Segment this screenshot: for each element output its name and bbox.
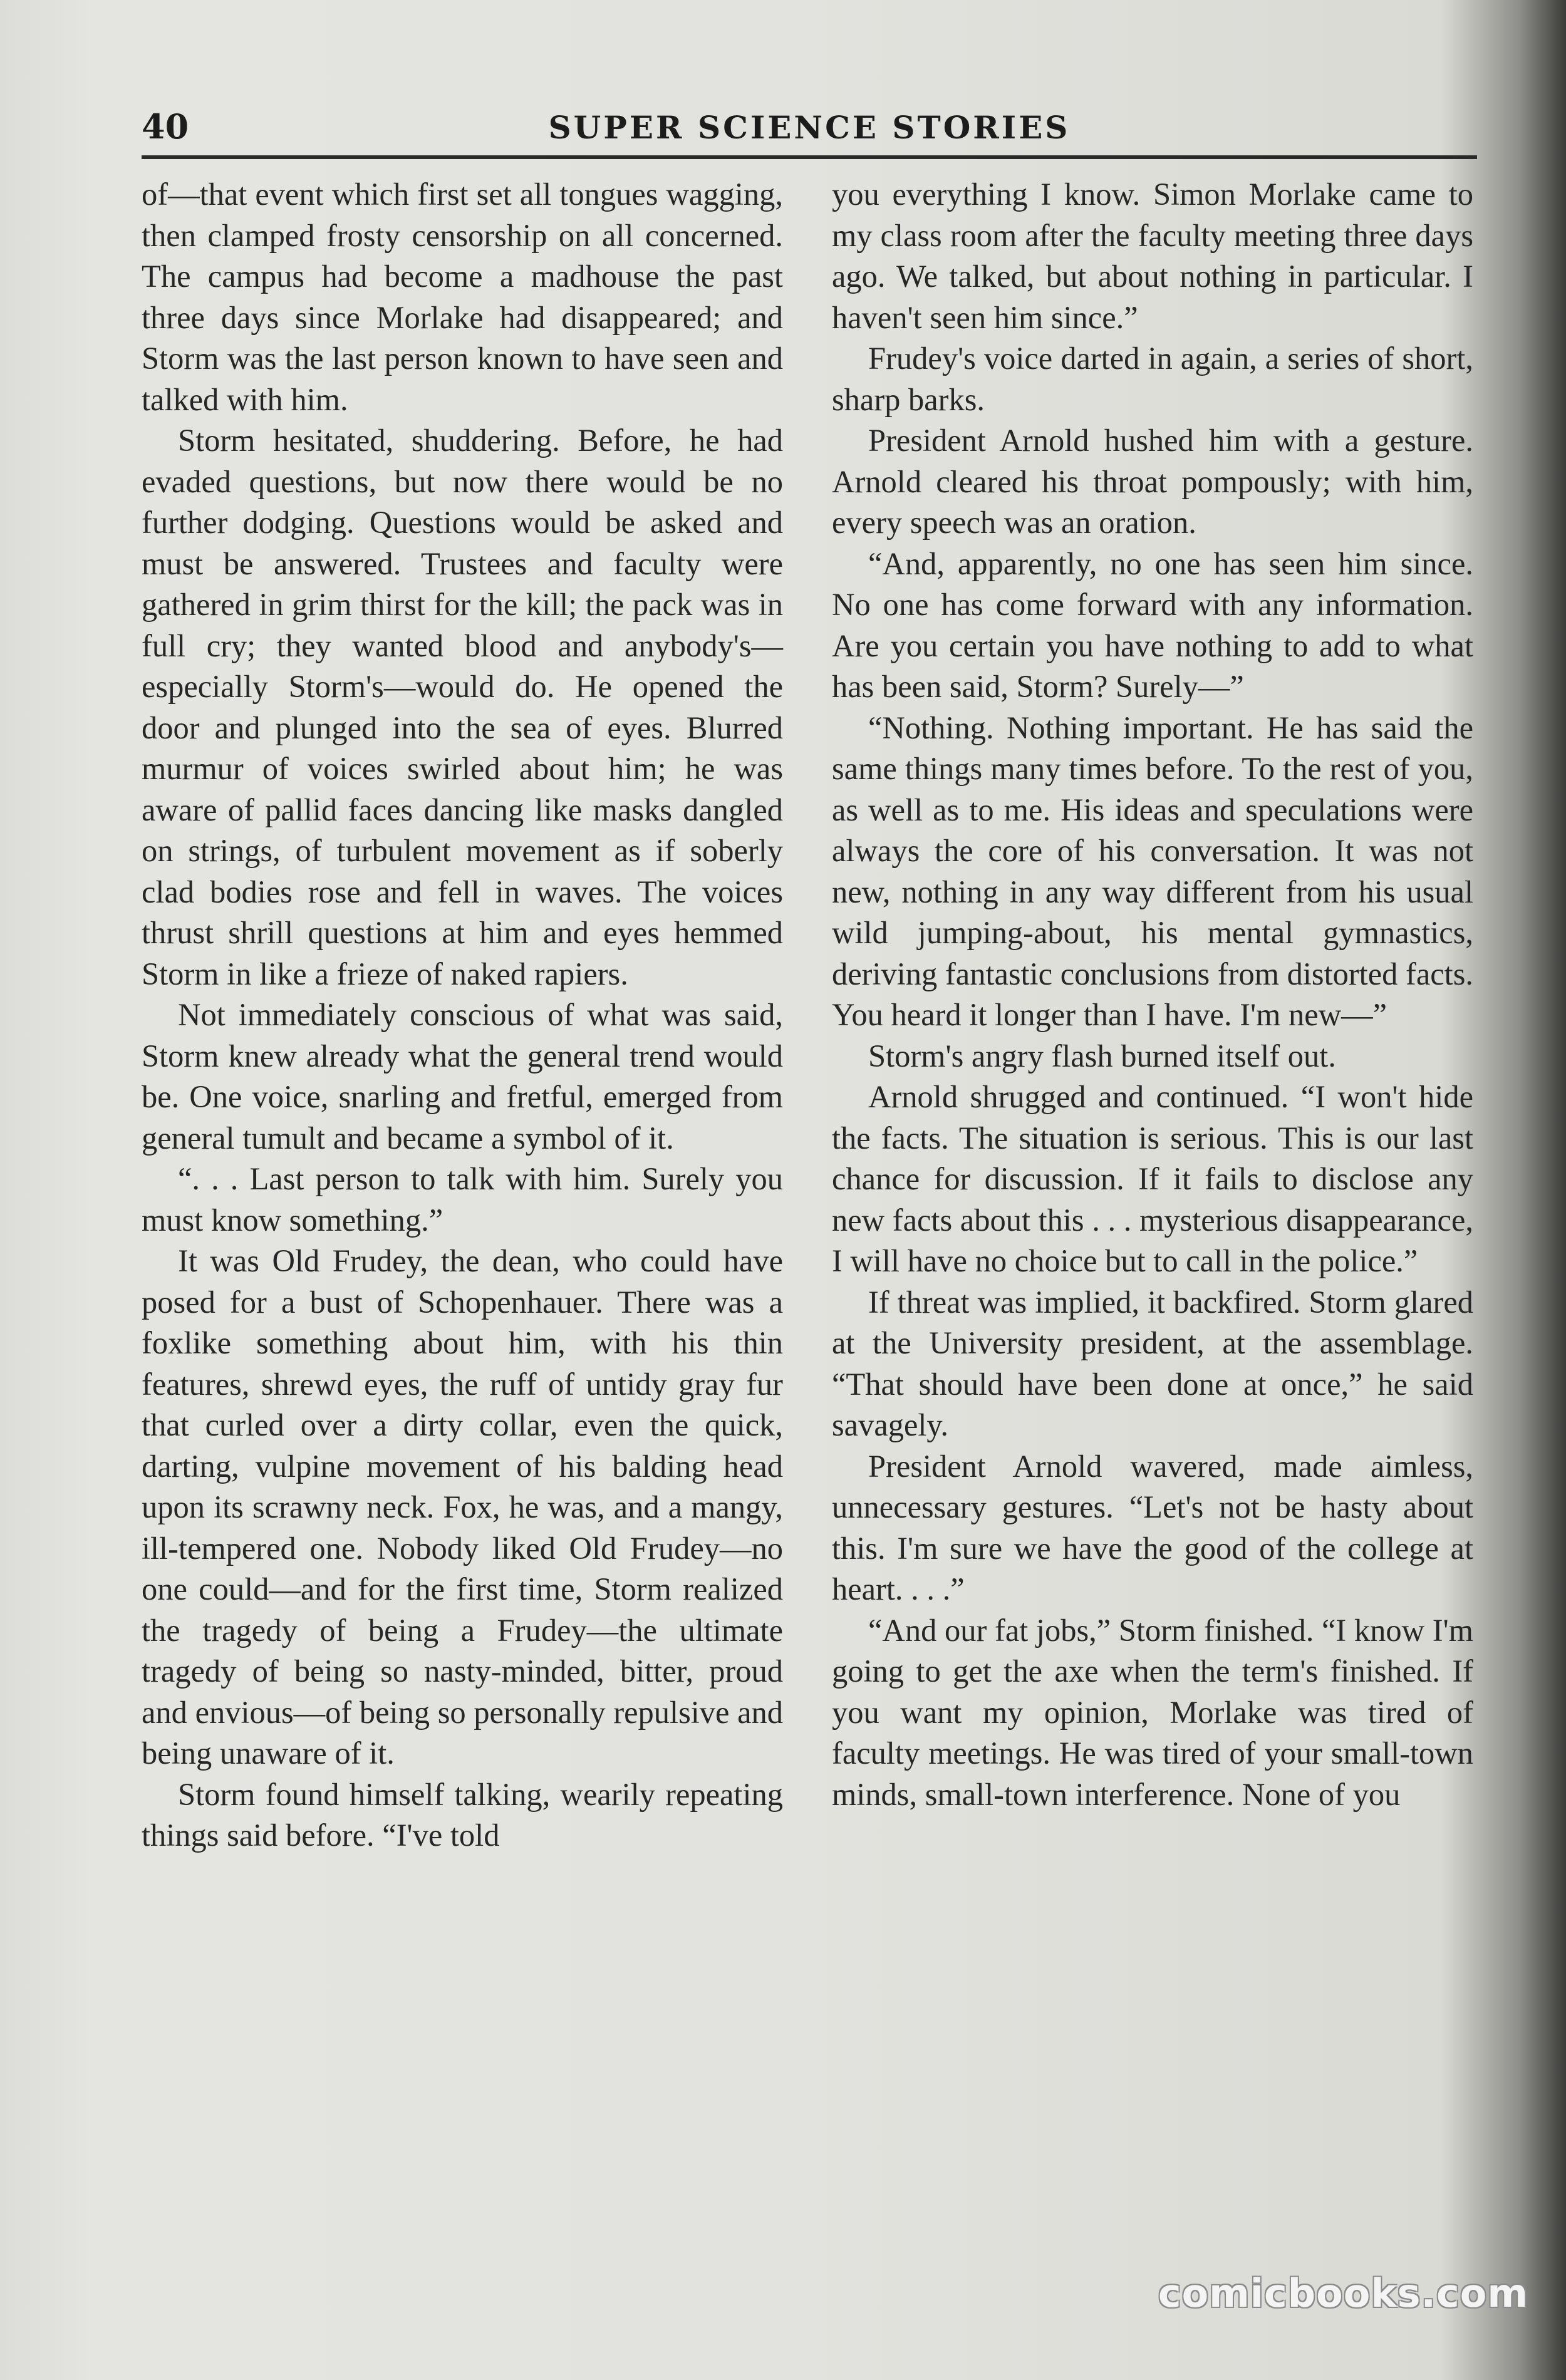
paragraph: Storm's angry flash burned itself out. (868, 1038, 1336, 1074)
page-number: 40 (142, 106, 189, 147)
paragraph: “And, apparently, no one has seen him since. No one has come forward with any information. Are you certain you have nothing to add to what has been said, Storm? Surely—” (832, 546, 1473, 704)
running-header (142, 106, 1477, 150)
paragraph: Frudey's voice darted in again, a series of short, sharp barks. (832, 341, 1473, 417)
paragraph: “Nothing. Nothing important. He has said the same things many times before. To the rest of you, as well as to me. His ideas and speculations were always the core of his conversation. It was not new, nothing in any way different from his usual wild jumping-about, his mental gymnastics, deriving fantastic conclusions from distorted facts. You heard it longer than I have. I'm new—” (832, 710, 1473, 1032)
magazine-title: SUPER SCIENCE STORIES (548, 109, 1071, 146)
paragraph: Not immediately conscious of what was said, Storm knew already what the general trend would be. One voice, snarling and fretful, emerged from general tumult and became a symbol of it. (142, 997, 783, 1156)
paragraph: “. . . Last person to talk with him. Surely you must know something.” (142, 1161, 783, 1238)
paragraph: Storm found himself talking, wearily repeating things said before. “I've told (142, 1776, 783, 1853)
paragraph: Storm hesitated, shuddering. Before, he had evaded questions, but now there would be no further dodging. Questions would be asked and must be answered. Trustees and faculty were gathered in grim thirst for the kill; the pack was in full cry; they wanted blood and anybody's—especially Storm's—would do. He opened the door and plunged into the sea of eyes. Blurred murmur of voices swirled about him; he was aware of pallid faces dancing like masks dangled on strings, of turbulent movement as if soberly clad bodies rose and fell in waves. The voices thrust shrill questions at him and eyes hemmed Storm in like a frieze of naked rapiers. (142, 423, 783, 991)
paragraph: of—that event which first set all tongues wagging, then clamped frosty censorship on all concerned. The campus had become a madhouse the past three days since Morlake had disappeared; and Storm was the last person known to have seen and talked with him. (142, 177, 783, 417)
paragraph: If threat was implied, it backfired. Storm glared at the University president, at the assemblage. “That should have been done at once,” he said savagely. (832, 1284, 1473, 1442)
left-column (142, 174, 783, 2178)
right-column (832, 174, 1473, 2178)
paragraph: President Arnold hushed him with a gesture. Arnold cleared his throat pompously; with him, every speech was an oration. (832, 423, 1473, 540)
paragraph: It was Old Frudey, the dean, who could have posed for a bust of Schopenhauer. There was a foxlike something about him, with his thin features, shrewd eyes, the ruff of untidy gray fur that curled over a dirty collar, even the quick, darting, vulpine movement of his balding head upon its scrawny neck. Fox, he was, and a mangy, ill-tempered one. Nobody liked Old Frudey—no one could—and for the first time, Storm realized the tragedy of being a Frudey—the ultimate tragedy of being so nasty-minded, bitter, proud and envious—of being so personally repulsive and being unaware of it. (142, 1243, 783, 1771)
paragraph: you everything I know. Simon Morlake came to my class room after the faculty meeting three days ago. We talked, but about nothing in particular. I haven't seen him since.” (832, 177, 1473, 335)
header-rule (142, 155, 1477, 159)
watermark: comicbooks.com (1158, 2270, 1528, 2316)
paragraph: President Arnold wavered, made aimless, unnecessary gestures. “Let's not be hasty about this. I'm sure we have the good of the college at heart. . . .” (832, 1448, 1473, 1606)
paragraph: “And our fat jobs,” Storm finished. “I know I'm going to get the axe when the term's finished. If you want my opinion, Morlake was tired of faculty meetings. He was tired of your small-town minds, small-town interference. None of you (832, 1612, 1473, 1812)
paragraph: Arnold shrugged and continued. “I won't hide the facts. The situation is serious. This is our last chance for discussion. If it fails to disclose any new facts about this . . . mysterious disappearance, I will have no choice but to call in the police.” (832, 1079, 1473, 1278)
